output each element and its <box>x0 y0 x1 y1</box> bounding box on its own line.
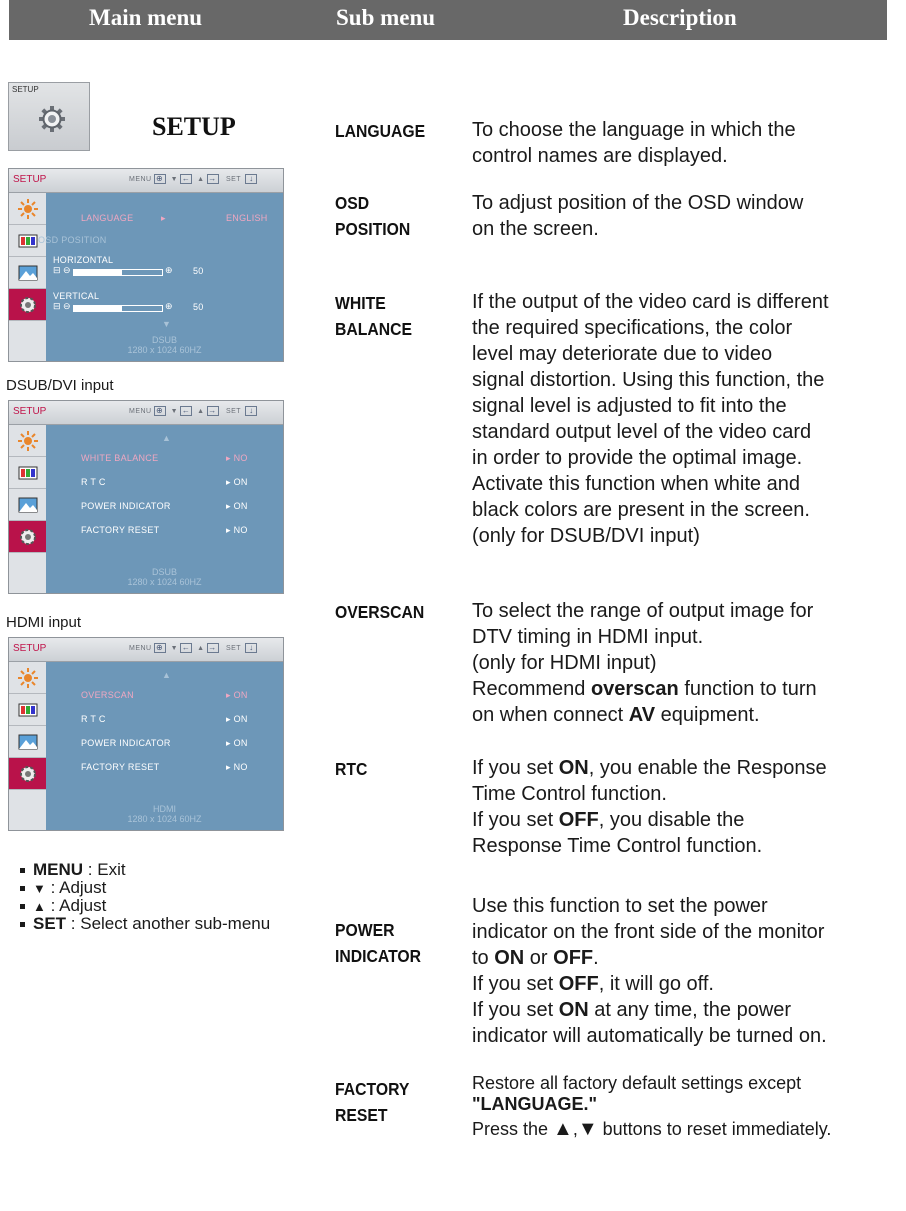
monitor-icon: ⊟ <box>53 265 61 275</box>
osd-sidebar <box>9 193 46 361</box>
osd-title: SETUP <box>13 174 47 185</box>
osd-row-overscan-value: ▸ ON <box>226 690 248 700</box>
gear-icon <box>18 527 38 547</box>
desc-overscan: To select the range of output image for DTV timing in HDMI input. (only for HDMI input) Recommend overscan function to turn on when connect AV equipment. <box>472 600 817 726</box>
osd-row-power-indicator-value: ▸ ON <box>226 738 248 748</box>
osd-row-power-indicator-value: ▸ ON <box>226 501 248 511</box>
horizontal-value: 50 <box>193 266 204 276</box>
legend-set: SET : Select another sub-menu <box>20 914 270 933</box>
gear-icon <box>18 764 38 784</box>
sub-white-balance: WHITE BALANCE <box>335 293 413 339</box>
osd-title: SETUP <box>13 406 47 417</box>
osd-row-white-balance-value: ▸ NO <box>226 453 248 463</box>
header-main-menu: Main menu <box>89 5 203 30</box>
brightness-icon <box>18 668 38 688</box>
vertical-slider: ⊟ ⊖ ⊕ 50 <box>53 301 204 312</box>
sub-osd-position: OSD POSITION <box>335 193 411 239</box>
osd-resolution: 1280 x 1024 60HZ <box>127 577 202 587</box>
picture-icon <box>18 263 38 283</box>
osd-row-language: LANGUAGE <box>81 213 134 223</box>
desc-white-balance: If the output of the video card is different the required specifications, the color level may deteriorate due to video signal distortion. Using this function, the signal level is adjusted to fit into the standard output level of the video card in order to provide the optimal image. Activate this function when white and black colors are present in the screen. (only for DSUB/DVI input) <box>472 291 829 547</box>
osd-key-hints: MENU ⊕ ▼ ← ▲ → SET ↓ <box>129 174 262 184</box>
sub-language: LANGUAGE <box>335 121 426 141</box>
osd-resolution: 1280 x 1024 60HZ <box>127 345 202 355</box>
scroll-up-icon: ▲ <box>162 433 172 443</box>
osd-source: DSUB <box>151 567 177 577</box>
setup-title: SETUP <box>152 112 236 141</box>
osd-pointer-icon: ▸ <box>161 213 166 223</box>
color-bars-icon <box>18 463 38 483</box>
osd-key-hints: MENU ⊕ ▼ ← ▲ → SET ↓ <box>129 406 262 416</box>
setup-icon-caption: SETUP <box>12 85 39 94</box>
up-arrow-icon: ▲ <box>553 1118 573 1140</box>
osd-row-factory-reset-value: ▸ NO <box>226 525 248 535</box>
desc-factory-reset: Restore all factory default settings except "LANGUAGE." Press the ▲,▼ buttons to reset immediately. <box>472 1073 832 1140</box>
legend-menu: MENU : Exit <box>20 860 126 879</box>
osd-row-osd-position: OSD POSITION <box>38 235 107 245</box>
osd-side-setup <box>9 289 46 321</box>
osd-sidebar <box>9 662 46 830</box>
monitor-icon: ⊟ <box>53 301 61 311</box>
desc-power-indicator: Use this function to set the power indicator on the front side of the monitor to ON or OFF. If you set OFF, it will go off. If you set ON at any time, the power indicator will automatically be turned on. <box>472 895 827 1047</box>
osd-panel-dsub <box>8 400 284 594</box>
gear-icon <box>38 105 66 133</box>
color-bars-icon <box>18 700 38 720</box>
sub-power-indicator: POWER INDICATOR <box>335 920 422 966</box>
osd-row-overscan: OVERSCAN <box>81 690 134 700</box>
horizontal-slider-fill <box>74 270 122 275</box>
picture-icon <box>18 495 38 515</box>
caption-dsub-dvi: DSUB/DVI input <box>6 377 114 394</box>
header-description: Description <box>623 5 737 30</box>
legend-up: ▲ : Adjust <box>20 896 106 916</box>
osd-topbar <box>9 401 283 425</box>
osd-source: DSUB <box>151 335 177 345</box>
sub-overscan: OVERSCAN <box>335 602 425 622</box>
osd-row-rtc-value: ▸ ON <box>226 714 248 724</box>
osd-body <box>38 193 283 361</box>
osd-body <box>46 425 283 593</box>
sub-factory-reset: FACTORY RESET <box>335 1079 410 1125</box>
legend-down: ▼ : Adjust <box>20 878 106 898</box>
scroll-up-icon: ▲ <box>162 670 172 680</box>
osd-source: HDMI <box>153 804 176 814</box>
down-arrow-icon: ▼ <box>577 1118 598 1140</box>
osd-row-white-balance: WHITE BALANCE <box>81 453 159 463</box>
gear-icon <box>18 295 38 315</box>
osd-side-picture <box>9 257 46 289</box>
osd-topbar <box>9 169 283 193</box>
osd-row-power-indicator: POWER INDICATOR <box>81 501 171 511</box>
osd-topbar <box>9 638 283 662</box>
osd-row-rtc: R T C <box>81 714 106 724</box>
osd-body <box>46 662 283 830</box>
brightness-icon <box>18 431 38 451</box>
scroll-down-icon: ▼ <box>162 319 172 329</box>
down-arrow-icon: ▼ <box>33 881 46 896</box>
setup-menu-icon-box <box>8 82 90 151</box>
desc-language: To choose the language in which the control names are displayed. <box>472 119 796 167</box>
desc-osd-position: To adjust position of the OSD window on the screen. <box>472 192 804 240</box>
osd-side-brightness <box>9 193 46 225</box>
osd-row-language-value: ENGLISH <box>226 213 268 223</box>
color-bars-icon <box>18 231 38 251</box>
osd-row-factory-reset: FACTORY RESET <box>81 762 160 772</box>
osd-row-factory-reset-value: ▸ NO <box>226 762 248 772</box>
header-sub-menu: Sub menu <box>336 5 436 30</box>
caption-hdmi: HDMI input <box>6 614 82 631</box>
table-header <box>9 0 887 40</box>
osd-row-power-indicator: POWER INDICATOR <box>81 738 171 748</box>
osd-row-rtc: R T C <box>81 477 106 487</box>
up-arrow-icon: ▲ <box>33 899 46 914</box>
osd-title: SETUP <box>13 643 47 654</box>
osd-panel-hdmi <box>8 637 284 831</box>
osd-key-hints: MENU ⊕ ▼ ← ▲ → SET ↓ <box>129 643 262 653</box>
osd-row-factory-reset: FACTORY RESET <box>81 525 160 535</box>
sub-rtc: RTC <box>335 759 368 779</box>
osd-row-vertical: VERTICAL <box>53 291 100 301</box>
osd-row-rtc-value: ▸ ON <box>226 477 248 487</box>
desc-rtc: If you set ON, you enable the Response Time Control function. If you set OFF, you disable the Response Time Control function. <box>472 757 827 857</box>
vertical-slider-fill <box>74 306 122 311</box>
horizontal-slider: ⊟ ⊖ ⊕ 50 <box>53 265 204 276</box>
osd-resolution: 1280 x 1024 60HZ <box>127 814 202 824</box>
osd-sidebar <box>9 425 46 593</box>
brightness-icon <box>18 199 38 219</box>
vertical-value: 50 <box>193 302 204 312</box>
picture-icon <box>18 732 38 752</box>
osd-panel-language <box>8 168 284 362</box>
osd-row-horizontal: HORIZONTAL <box>53 255 114 265</box>
